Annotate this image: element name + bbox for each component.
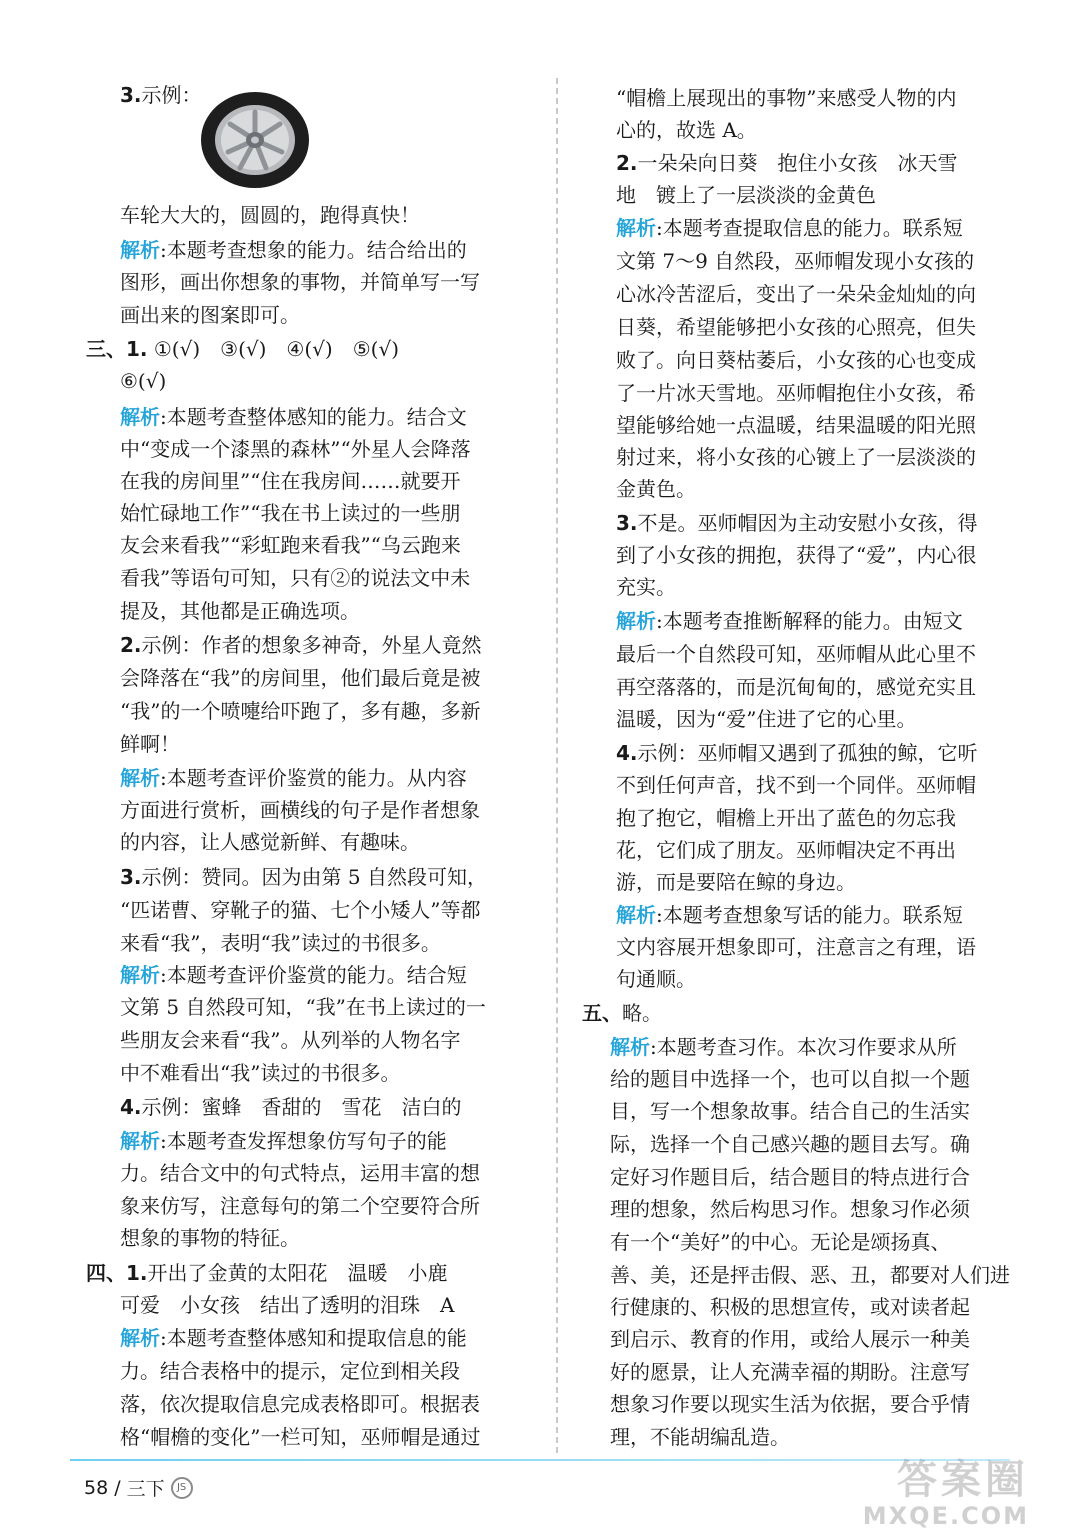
sec3-q1-analysis-line: 始忙碌地工作”“我在书上读过的一些朋 xyxy=(120,501,461,525)
r-q2-analysis-line: 了一片冰天雪地。巫师帽抱住小女孩，希 xyxy=(616,381,976,405)
sec5-analysis-line: 际，选择一个自己感兴趣的题目去写。确 xyxy=(610,1132,970,1156)
sec3-q3-answer-line: 3.示例：赞同。因为由第 5 自然段可知， xyxy=(120,865,487,889)
cont-line: 心的，故选 A。 xyxy=(616,118,757,142)
r-q2-analysis-line: 败了。向日葵枯萎后，小女孩的心也变成 xyxy=(616,348,976,372)
r-q3-analysis-line: 再空落落的，而是沉甸甸的，感觉充实且 xyxy=(616,675,976,699)
tire-caption: 车轮大大的，圆圆的，跑得真快！ xyxy=(120,203,420,227)
r-q2-answer-line: 2.一朵朵向日葵 抱住小女孩 冰天雪 xyxy=(616,151,958,175)
watermark-line1: 答案圈 xyxy=(897,1457,1029,1503)
sec3-q1-analysis-line: 看我”等语句可知，只有②的说法文中未 xyxy=(120,566,471,590)
sec3-q1-analysis-line: 中“变成一个漆黑的森林”“外星人会降落 xyxy=(120,437,471,461)
tire-image xyxy=(200,88,310,188)
sec5-analysis-line: 理，不能胡编乱造。 xyxy=(610,1425,790,1449)
sec3-q2-analysis-line: 方面进行赏析，画横线的句子是作者想象 xyxy=(120,798,480,822)
r-q4-answer-line: 游，而是要陪在鲸的身边。 xyxy=(616,870,856,894)
r-q2-analysis-line: 文第 7～9 自然段，巫师帽发现小女孩的 xyxy=(616,249,975,273)
r-q2-analysis-line: 日葵，希望能够把小女孩的心照亮，但失 xyxy=(616,315,976,339)
sec5-analysis-line: 想象习作要以现实生活为依据，要合乎情 xyxy=(610,1392,970,1416)
sec5-analysis-line: 好的愿景，让人充满幸福的期盼。注意写 xyxy=(610,1360,970,1384)
sec4-q1-analysis-line: 解析:本题考查整体感知和提取信息的能 xyxy=(120,1326,467,1350)
r-q3-analysis-line: 最后一个自然段可知，巫师帽从此心里不 xyxy=(616,642,976,666)
r-q2-analysis-line: 解析:本题考查提取信息的能力。联系短 xyxy=(616,216,963,240)
sec3-q3-answer-line: “匹诺曹、穿靴子的猫、七个小矮人”等都 xyxy=(120,898,481,922)
sec3-q3-analysis-line: 中不难看出“我”读过的书很多。 xyxy=(120,1061,401,1085)
r-q3-answer-line: 3.不是。巫师帽因为主动安慰小女孩，得 xyxy=(616,511,978,535)
sec4-q1-analysis-line: 格“帽檐的变化”一栏可知，巫师帽是通过 xyxy=(120,1425,481,1449)
sec4-q1-answer-line: 四、1.开出了金黄的太阳花 温暖 小鹿 xyxy=(86,1261,448,1285)
r-q2-analysis-line: 金黄色。 xyxy=(616,477,696,501)
q3-analysis-line: 图形，画出你想象的事物，并简单写一写 xyxy=(120,270,480,294)
sec5-analysis-line: 理的想象，然后构思习作。想象习作必须 xyxy=(610,1197,970,1221)
sec3-q1-analysis-line: 友会来看我”“彩虹跑来看我”“乌云跑来 xyxy=(120,533,461,557)
watermark xyxy=(829,1458,1029,1536)
r-q3-answer-line: 到了小女孩的拥抱，获得了“爱”，内心很 xyxy=(616,543,977,567)
cont-line: “帽檐上展现出的事物”来感受人物的内 xyxy=(616,86,957,110)
sec3-q2-answer-line: 鲜啊！ xyxy=(120,732,180,756)
sec5-analysis-line: 解析:本题考查习作。本次习作要求从所 xyxy=(610,1035,957,1059)
sec3-q2-answer-line: 2.示例：作者的想象多神奇，外星人竟然 xyxy=(120,633,482,657)
sec3-q4-answer: 4.示例：蜜蜂 香甜的 雪花 洁白的 xyxy=(120,1095,462,1119)
sec5-analysis-line: 到启示、教育的作用，或给人展示一种美 xyxy=(610,1327,970,1351)
r-q4-analysis-line: 文内容展开想象即可，注意言之有理，语 xyxy=(616,935,976,959)
q3-analysis-line: 解析:本题考查想象的能力。结合给出的 xyxy=(120,238,467,262)
sec3-q3-analysis-line: 解析:本题考查评价鉴赏的能力。结合短 xyxy=(120,963,467,987)
r-q4-analysis-line: 句通顺。 xyxy=(616,967,696,991)
sec3-q1-answer: 三、1. ①(√) ③(√) ④(√) ⑤(√) xyxy=(86,337,399,361)
sec5-analysis-line: 有一个“美好”的中心。无论是颂扬真、 xyxy=(610,1230,951,1254)
sec3-q4-analysis-line: 力。结合文中的句式特点，运用丰富的想 xyxy=(120,1161,480,1185)
left-q3-example: 3.示例： xyxy=(120,83,202,107)
sec3-q4-analysis-line: 想象的事物的特征。 xyxy=(120,1226,300,1250)
r-q4-analysis-line: 解析:本题考查想象写话的能力。联系短 xyxy=(616,903,963,927)
sec3-q1-analysis-line: 提及，其他都是正确选项。 xyxy=(120,599,360,623)
r-q3-analysis-line: 温暖，因为“爱”住进了它的心里。 xyxy=(616,707,917,731)
r-q4-answer-line: 抱了抱它，帽檐上开出了蓝色的勿忘我 xyxy=(616,806,956,830)
r-q3-analysis-line: 解析:本题考查推断解释的能力。由短文 xyxy=(616,609,963,633)
sec3-q1-answer-2: ⑥(√) xyxy=(120,369,167,393)
r-q4-answer-line: 花，它们成了朋友。巫师帽决定不再出 xyxy=(616,838,956,862)
r-q2-answer-line: 地 镀上了一层淡淡的金黄色 xyxy=(616,183,876,207)
sec3-q1-analysis-line: 解析:本题考查整体感知的能力。结合文 xyxy=(120,405,467,429)
q3-analysis-line: 画出来的图案即可。 xyxy=(120,303,300,327)
sec3-q2-answer-line: 会降落在“我”的房间里，他们最后竟是被 xyxy=(120,666,481,690)
r-q4-answer-line: 4.示例：巫师帽又遇到了孤独的鲸，它听 xyxy=(616,741,978,765)
sec5-analysis-line: 定好习作题目后，结合题目的特点进行合 xyxy=(610,1165,970,1189)
r-q4-answer-line: 不到任何声音，找不到一个同伴。巫师帽 xyxy=(616,773,976,797)
sec3-q2-analysis-line: 解析:本题考查评价鉴赏的能力。从内容 xyxy=(120,766,467,790)
sec3-q4-analysis-line: 解析:本题考查发挥想象仿写句子的能 xyxy=(120,1129,447,1153)
r-q2-analysis-line: 心冰冷苦涩后，变出了一朵朵金灿灿的向 xyxy=(616,282,976,306)
js-badge-icon: JS xyxy=(171,1477,193,1499)
sec5-analysis-line: 给的题目中选择一个，也可以自拟一个题 xyxy=(610,1067,970,1091)
r-q2-analysis-line: 射过来，将小女孩的心镀上了一层淡淡的 xyxy=(616,445,976,469)
sec4-q1-analysis-line: 力。结合表格中的提示，定位到相关段 xyxy=(120,1359,460,1383)
watermark-line2: MXQE.COM xyxy=(862,1502,1029,1530)
grade-label: 三下 xyxy=(126,1478,165,1500)
sec3-q4-analysis-line: 象来仿写，注意每句的第二个空要符合所 xyxy=(120,1194,480,1218)
sec3-q3-answer-line: 来看“我”，表明“我”读过的书很多。 xyxy=(120,931,441,955)
sec3-q3-analysis-line: 文第 5 自然段可知，“我”在书上读过的一 xyxy=(120,995,486,1019)
sec4-q1-answer-line: 可爱 小女孩 结出了透明的泪珠 A xyxy=(120,1293,455,1317)
sec3-q1-analysis-line: 在我的房间里”“住在我房间……就要开 xyxy=(120,469,461,493)
column-divider xyxy=(556,78,558,1453)
footer-separator: / xyxy=(114,1476,121,1499)
r-q3-answer-line: 充实。 xyxy=(616,575,676,599)
sec5-answer: 五、略。 xyxy=(582,1001,662,1025)
sec5-analysis-line: 善、美，还是抨击假、恶、丑，都要对人们进 xyxy=(610,1263,1010,1287)
sec3-q2-analysis-line: 的内容，让人感觉新鲜、有趣味。 xyxy=(120,830,420,854)
sec3-q2-answer-line: “我”的一个喷嚏给吓跑了，多有趣，多新 xyxy=(120,699,481,723)
page-footer xyxy=(84,1474,193,1501)
page-number: 58 xyxy=(84,1476,109,1499)
r-q2-analysis-line: 望能够给她一点温暖，结果温暖的阳光照 xyxy=(616,413,976,437)
sec5-analysis-line: 行健康的、积极的思想宣传，或对读者起 xyxy=(610,1295,970,1319)
sec3-q3-analysis-line: 些朋友会来看“我”。从列举的人物名字 xyxy=(120,1028,461,1052)
sec4-q1-analysis-line: 落，依次提取信息完成表格即可。根据表 xyxy=(120,1392,480,1416)
sec5-analysis-line: 目，写一个想象故事。结合自己的生活实 xyxy=(610,1099,970,1123)
